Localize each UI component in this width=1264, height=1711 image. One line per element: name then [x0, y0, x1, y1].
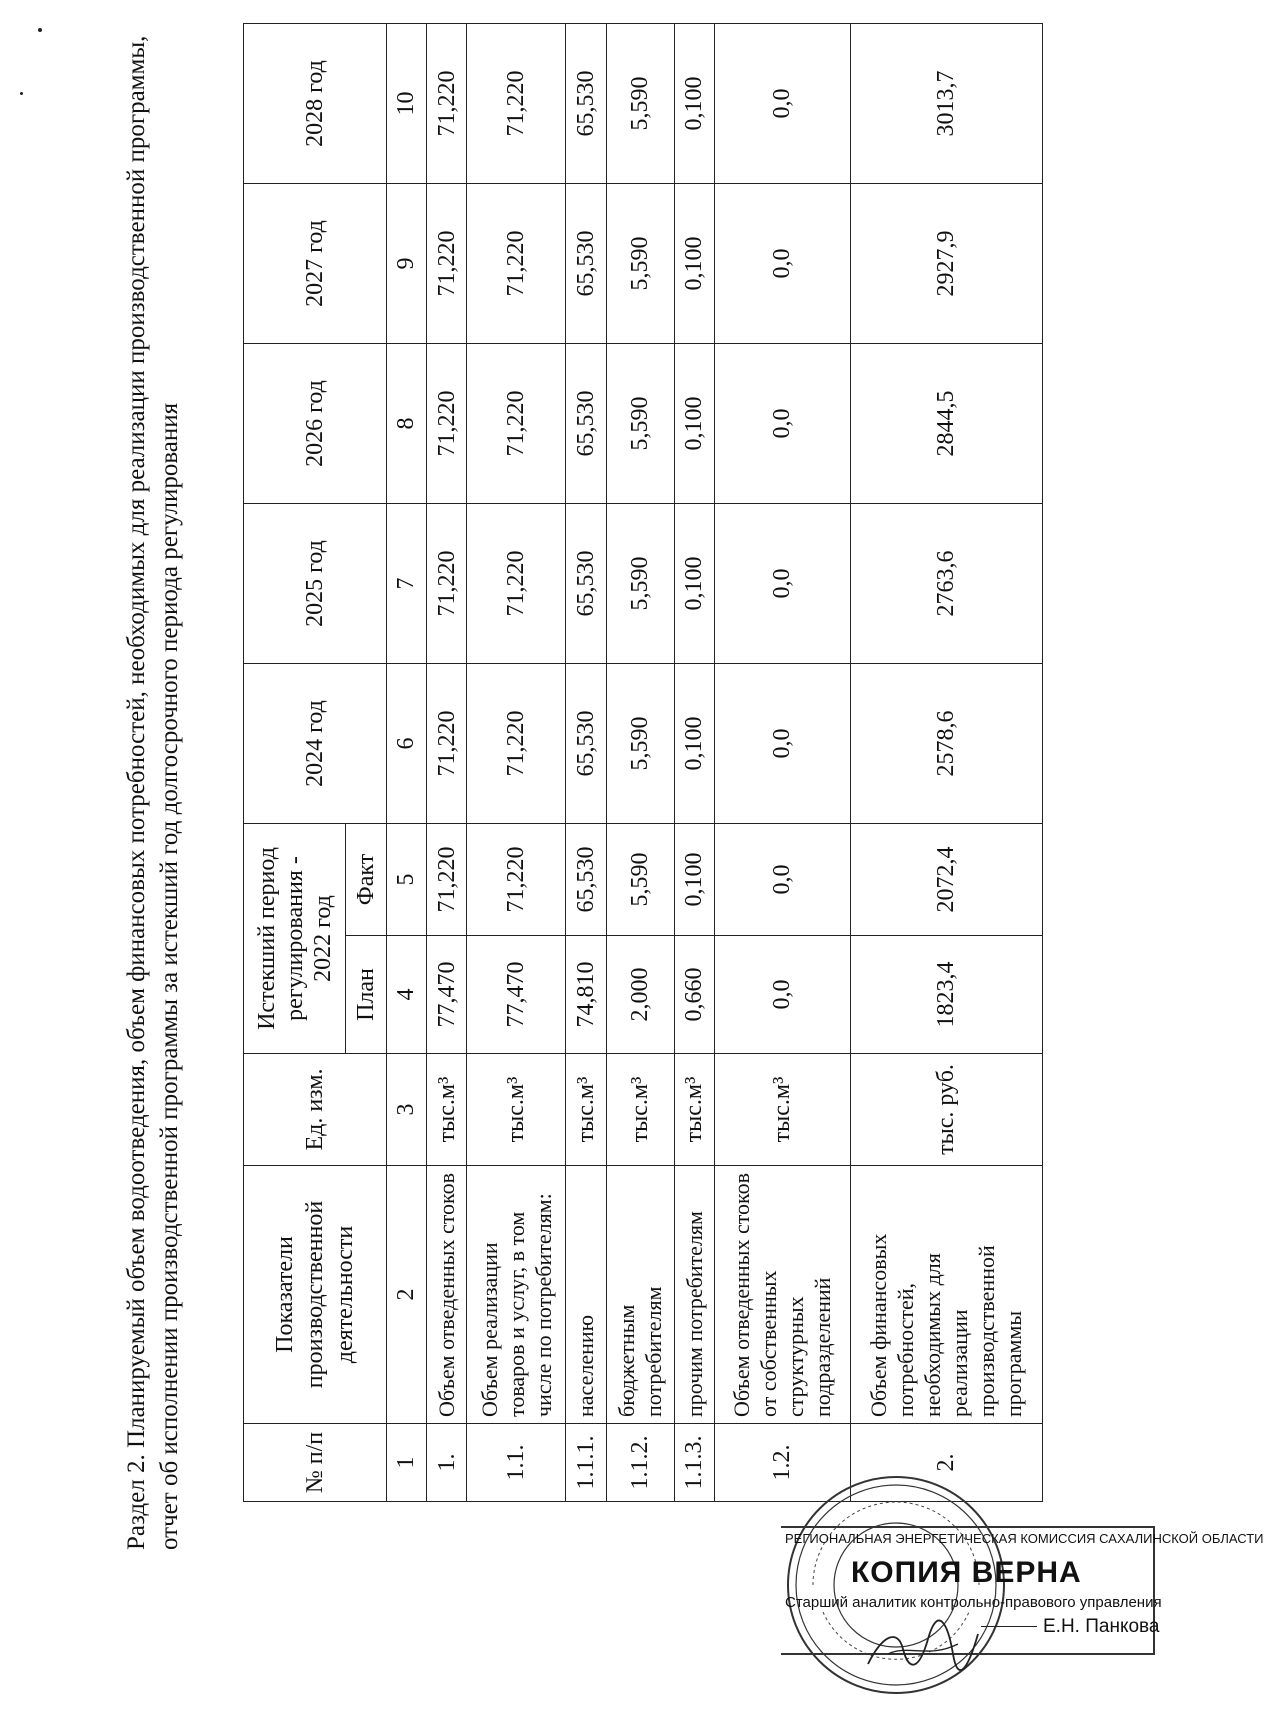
stamp-title: КОПИЯ ВЕРНА [851, 1556, 1082, 1589]
row-unit: тыс.м³ [674, 1054, 714, 1166]
header-year-2025: 2025 год [244, 503, 387, 663]
row-value: 71,220 [467, 663, 566, 823]
row-num: 1.2. [714, 1424, 850, 1502]
row-unit: тыс.м³ [427, 1054, 467, 1166]
row-unit: тыс.м³ [566, 1054, 606, 1166]
row-unit: тыс.м³ [606, 1054, 674, 1166]
row-value: 5,590 [606, 823, 674, 935]
row-value: 5,590 [606, 183, 674, 343]
col-number: 6 [386, 663, 426, 823]
row-name: населению [566, 1166, 606, 1424]
col-number: 4 [386, 936, 426, 1054]
row-value: 0,100 [674, 343, 714, 503]
row-num: 1.1.3. [674, 1424, 714, 1502]
row-value: 2578,6 [850, 663, 1042, 823]
row-value: 5,590 [606, 343, 674, 503]
scan-speck [38, 28, 42, 32]
row-name: Объем реализации товаров и услуг, в том числе по потребителям: [467, 1166, 566, 1424]
row-value: 2072,4 [850, 823, 1042, 935]
row-name: Объем отведенных стоков от собственных структурных подразделений [714, 1166, 850, 1424]
row-value: 71,220 [467, 503, 566, 663]
section-heading: Раздел 2. Планируемый объем водоотведения, объем финансовых потребностей, необходимых для реализации производственной программы, отчет об исполнении производственной программы за истекший год долгосрочного периода регулирования [123, 35, 183, 1550]
row-value: 77,470 [467, 936, 566, 1054]
table-row [674, 23, 714, 1501]
col-number: 1 [386, 1424, 426, 1502]
row-num: 1.1.2. [606, 1424, 674, 1502]
table-row [714, 23, 850, 1501]
table-row [850, 23, 1042, 1501]
rotated-page-content [120, 30, 1040, 1560]
col-number: 10 [386, 23, 426, 183]
row-value: 71,220 [467, 183, 566, 343]
col-number: 3 [386, 1054, 426, 1166]
row-value: 65,530 [566, 503, 606, 663]
row-value: 0,100 [674, 23, 714, 183]
row-value: 77,470 [427, 936, 467, 1054]
row-value: 0,0 [714, 663, 850, 823]
row-num: 1.1. [467, 1424, 566, 1502]
row-name: Объем отведенных стоков [427, 1166, 467, 1424]
column-number-row [386, 23, 426, 1501]
row-value: 3013,7 [850, 23, 1042, 183]
table-row [427, 23, 467, 1501]
header-year-2028: 2028 год [244, 23, 387, 183]
row-name: Объем финансовых потребностей, необходимых для реализации производственной программы [850, 1166, 1042, 1424]
row-num: 1. [427, 1424, 467, 1502]
row-num: 1.1.1. [566, 1424, 606, 1502]
col-number: 9 [386, 183, 426, 343]
header-indicator: Показатели производственной деятельности [244, 1166, 387, 1424]
header-year-2024: 2024 год [244, 663, 387, 823]
row-value: 65,530 [566, 663, 606, 823]
row-value: 71,220 [427, 663, 467, 823]
col-number: 8 [386, 343, 426, 503]
row-value: 71,220 [427, 23, 467, 183]
row-value: 71,220 [427, 343, 467, 503]
header-plan: План [346, 936, 386, 1054]
row-value: 0,100 [674, 663, 714, 823]
row-value: 0,0 [714, 343, 850, 503]
row-value: 0,0 [714, 503, 850, 663]
stamp-role: Старший аналитик контрольно-правового управления [785, 1594, 1162, 1611]
scan-speck [20, 92, 23, 95]
row-value: 71,220 [467, 23, 566, 183]
signature-icon [858, 1614, 988, 1684]
row-value: 2763,6 [850, 503, 1042, 663]
col-number: 2 [386, 1166, 426, 1424]
row-value: 2844,5 [850, 343, 1042, 503]
row-value: 0,0 [714, 823, 850, 935]
header-year-2026: 2026 год [244, 343, 387, 503]
row-value: 71,220 [467, 823, 566, 935]
row-value: 2,000 [606, 936, 674, 1054]
table-row [467, 23, 566, 1501]
stamp-organization: РЕГИОНАЛЬНАЯ ЭНЕРГЕТИЧЕСКАЯ КОМИССИЯ САХАЛИНСКОЙ ОБЛАСТИ [785, 1531, 1264, 1546]
header-unit: Ед. изм. [244, 1054, 387, 1166]
row-value: 0,100 [674, 503, 714, 663]
table-row [606, 23, 674, 1501]
row-value: 2927,9 [850, 183, 1042, 343]
row-value: 0,660 [674, 936, 714, 1054]
row-value: 5,590 [606, 663, 674, 823]
row-value: 65,530 [566, 183, 606, 343]
row-value: 65,530 [566, 23, 606, 183]
row-value: 71,220 [427, 183, 467, 343]
row-unit: тыс.м³ [714, 1054, 850, 1166]
table-row [566, 23, 606, 1501]
row-unit: тыс.м³ [467, 1054, 566, 1166]
row-num: 2. [850, 1424, 1042, 1502]
production-program-table [243, 23, 1043, 1502]
row-value: 65,530 [566, 343, 606, 503]
row-value: 71,220 [427, 503, 467, 663]
header-year-2027: 2027 год [244, 183, 387, 343]
row-value: 0,0 [714, 936, 850, 1054]
stamp-name: Е.Н. Панкова [1043, 1616, 1160, 1637]
row-value: 0,100 [674, 823, 714, 935]
row-value: 0,0 [714, 183, 850, 343]
col-number: 7 [386, 503, 426, 663]
row-value: 71,220 [467, 343, 566, 503]
header-fact: Факт [346, 823, 386, 935]
row-value: 0,100 [674, 183, 714, 343]
row-value: 1823,4 [850, 936, 1042, 1054]
signature-line [981, 1626, 1037, 1627]
row-value: 74,810 [566, 936, 606, 1054]
col-number: 5 [386, 823, 426, 935]
row-unit: тыс. руб. [850, 1054, 1042, 1166]
header-period: Истекший период регулирования - 2022 год [244, 823, 346, 1053]
row-name: бюджетным потребителям [606, 1166, 674, 1424]
row-name: прочим потребителям [674, 1166, 714, 1424]
row-value: 5,590 [606, 23, 674, 183]
row-value: 5,590 [606, 503, 674, 663]
row-value: 71,220 [427, 823, 467, 935]
header-num: № п/п [244, 1424, 387, 1502]
row-value: 65,530 [566, 823, 606, 935]
row-value: 0,0 [714, 23, 850, 183]
